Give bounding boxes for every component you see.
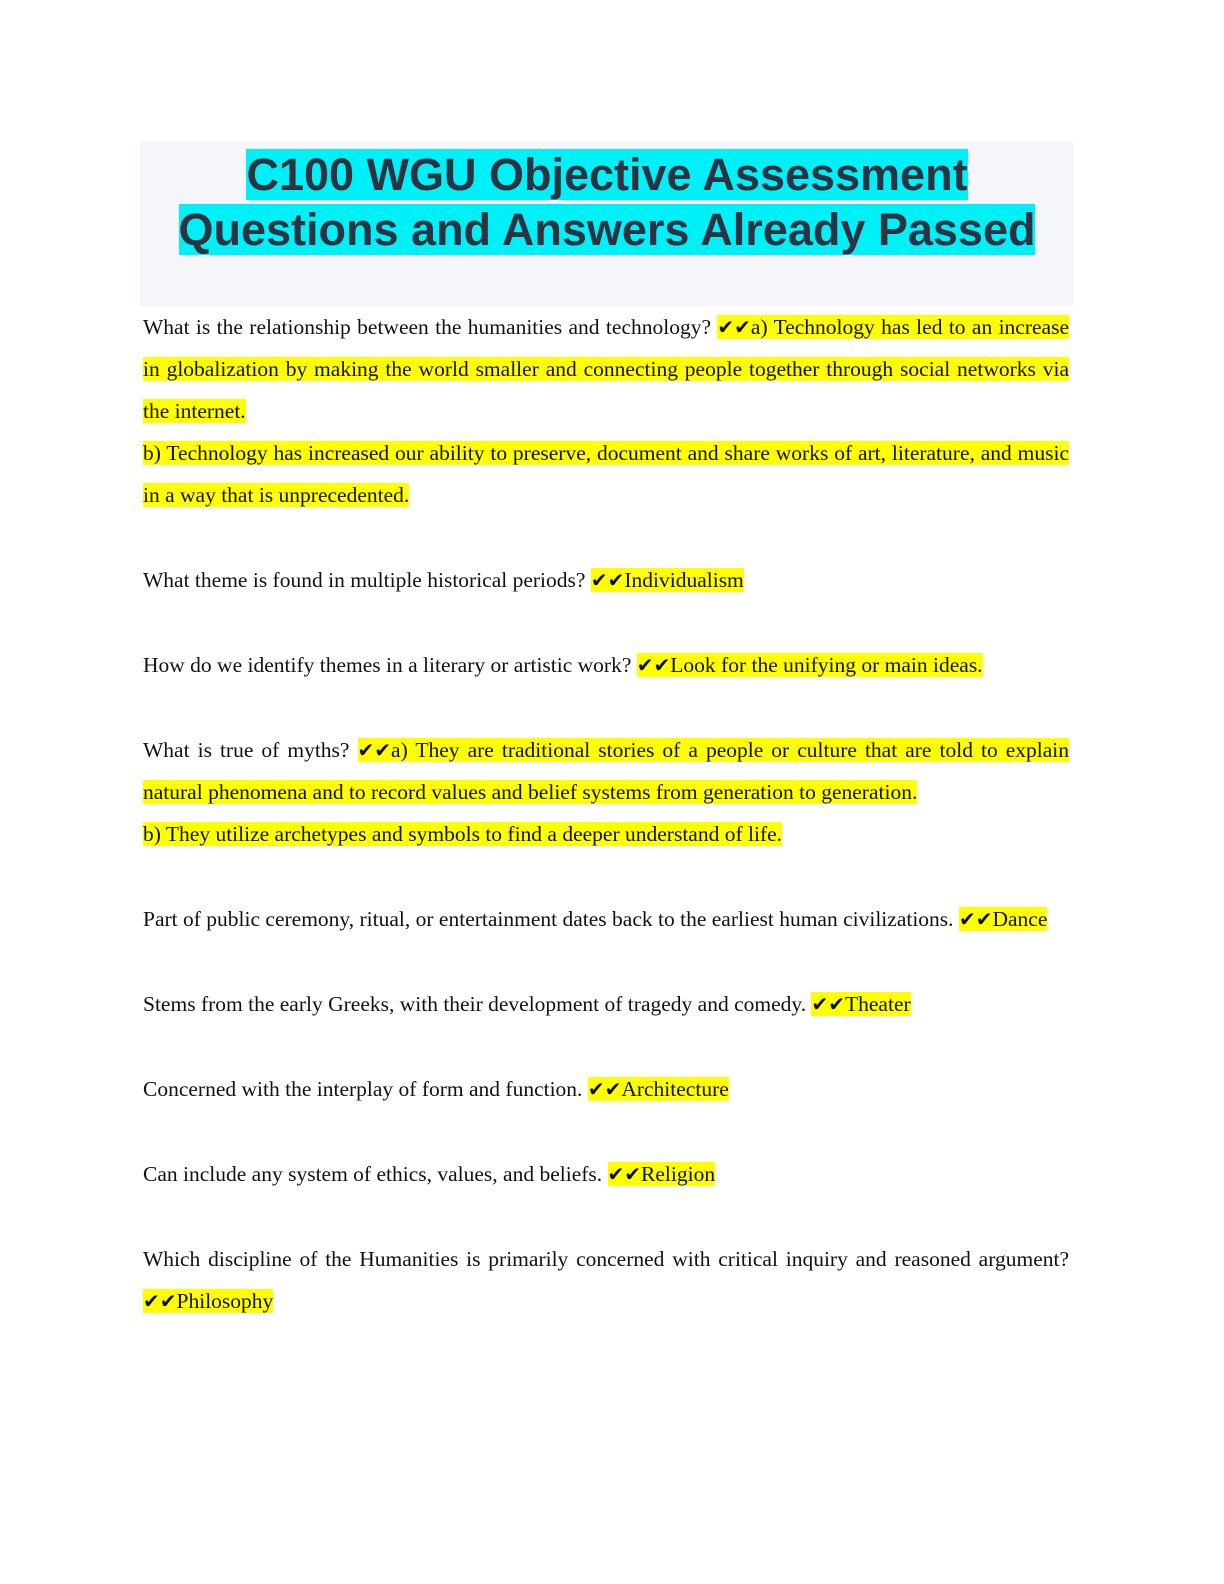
answer-text: Individualism xyxy=(624,568,744,592)
question-text: Which discipline of the Humanities is primarily concerned with critical inquiry and reasoned argument? xyxy=(143,1247,1069,1271)
question-text: Stems from the early Greeks, with their development of tragedy and comedy. xyxy=(143,992,812,1016)
title-banner xyxy=(140,141,1074,306)
double-check-icon: ✔✔ xyxy=(587,1077,622,1101)
question-text: What theme is found in multiple historical periods? xyxy=(143,568,591,592)
answer-text: Theater xyxy=(845,992,911,1016)
qa-item-6 xyxy=(143,983,1069,1025)
qa-item-5 xyxy=(143,898,1069,940)
title-line-2: Questions and Answers Already Passed xyxy=(178,204,1036,255)
qa-item-2 xyxy=(143,559,1069,601)
answer-text-a: a) They are traditional stories of a people or culture that are told to explain natural phenomena and to record values and belief systems from generation to generation. xyxy=(143,738,1070,804)
question-text: Can include any system of ethics, values, and beliefs. xyxy=(143,1162,608,1186)
answer-text: Religion xyxy=(641,1162,716,1186)
double-check-icon: ✔✔ xyxy=(607,1162,642,1186)
qa-item-7 xyxy=(143,1068,1069,1110)
qa-item-9 xyxy=(143,1238,1069,1322)
answer-text-b: b) They utilize archetypes and symbols to find a deeper understand of life. xyxy=(143,822,783,846)
double-check-icon: ✔✔ xyxy=(636,653,671,677)
question-text: How do we identify themes in a literary or artistic work? xyxy=(143,653,637,677)
qa-item-8 xyxy=(143,1153,1069,1195)
answer-text: Architecture xyxy=(621,1077,729,1101)
qa-item-1 xyxy=(143,306,1069,516)
double-check-icon: ✔✔ xyxy=(590,568,625,592)
question-text: Concerned with the interplay of form and function. xyxy=(143,1077,588,1101)
qa-list xyxy=(143,306,1069,1322)
double-check-icon: ✔✔ xyxy=(143,1289,177,1313)
title-line-1: C100 WGU Objective Assessment xyxy=(246,149,968,200)
question-text: What is true of myths? xyxy=(143,738,358,762)
qa-item-4 xyxy=(143,729,1069,855)
double-check-icon: ✔✔ xyxy=(357,738,392,762)
double-check-icon: ✔✔ xyxy=(811,992,845,1016)
answer-text: Look for the unifying or main ideas. xyxy=(670,653,983,677)
answer-text: Philosophy xyxy=(176,1289,274,1313)
answer-text-a: a) Technology has led to an increase in globalization by making the world smaller and connecting people together through social networks via the internet. xyxy=(143,315,1070,423)
qa-item-3 xyxy=(143,644,1069,686)
question-text: What is the relationship between the humanities and technology? xyxy=(143,315,718,339)
answer-text-b: b) Technology has increased our ability to preserve, document and share works of art, literature, and music in a way that is unprecedented. xyxy=(143,441,1069,507)
double-check-icon: ✔✔ xyxy=(958,907,993,931)
double-check-icon: ✔✔ xyxy=(717,315,751,339)
question-text: Part of public ceremony, ritual, or entertainment dates back to the earliest human civilizations. xyxy=(143,907,959,931)
page-title xyxy=(140,141,1074,257)
answer-text: Dance xyxy=(992,907,1048,931)
